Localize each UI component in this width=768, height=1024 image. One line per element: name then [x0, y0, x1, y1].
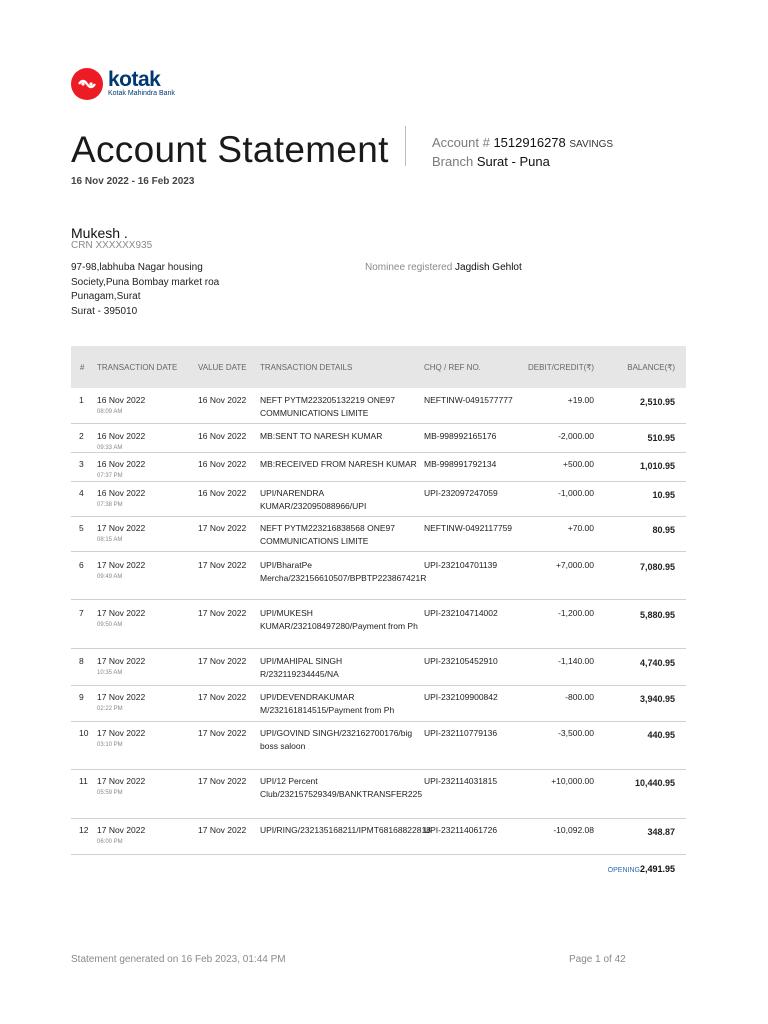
row-details: NEFT PYTM223205132219 ONE97 COMMUNICATIONS LIMITE [260, 395, 395, 418]
row-date: 16 Nov 2022 [97, 488, 146, 498]
row-ref: UPI-232097247059 [424, 488, 498, 498]
address-line: 97-98,labhuba Nagar housing [71, 262, 203, 273]
row-details: UPI/MUKESH KUMAR/232108497280/Payment from Ph [260, 608, 418, 631]
table-row [71, 649, 686, 686]
row-details: MB:RECEIVED FROM NARESH KUMAR [260, 459, 417, 469]
bank-subtitle: Kotak Mahindra Bank [108, 90, 175, 97]
nominee-info [365, 262, 522, 273]
header-index: # [80, 363, 85, 372]
row-index: 8 [79, 656, 84, 666]
row-ref: UPI-232104714002 [424, 608, 498, 618]
row-value-date: 17 Nov 2022 [198, 523, 247, 533]
row-ref: UPI-232114031815 [424, 776, 498, 786]
branch-value: Surat - Puna [476, 154, 550, 169]
row-details: UPI/12 Percent Club/232157529349/BANKTRANSFER225 [260, 776, 423, 799]
address-line: Surat - 395010 [71, 305, 138, 317]
row-balance: 3,940.95 [639, 694, 675, 704]
row-index: 10 [79, 728, 89, 738]
row-details: MB:SENT TO NARESH KUMAR [260, 431, 383, 441]
row-balance: 510.95 [647, 433, 675, 443]
row-details: UPI/DEVENDRAKUMAR M/232161814515/Payment from Ph [260, 692, 395, 715]
row-details: UPI/GOVIND SINGH/232162700176/big boss saloon [260, 728, 413, 751]
row-index: 12 [79, 825, 89, 835]
row-details: NEFT PYTM223216838568 ONE97 COMMUNICATIONS LIMITE [260, 523, 395, 546]
customer-crn: CRN XXXXXX935 [71, 240, 153, 251]
bank-name: kotak [108, 68, 161, 91]
row-date: 16 Nov 2022 [97, 395, 146, 405]
address-line: Punagam,Surat [71, 291, 141, 302]
row-date: 16 Nov 2022 [97, 459, 146, 469]
table-row [71, 722, 686, 770]
header-divider [405, 126, 406, 166]
statement-generated: Statement generated on 16 Feb 2023, 01:44 PM [71, 954, 286, 965]
row-value-date: 17 Nov 2022 [198, 608, 247, 618]
bank-logo [71, 68, 221, 102]
row-value-date: 16 Nov 2022 [198, 459, 247, 469]
row-details: UPI/NARENDRA KUMAR/232095088966/UPI [260, 488, 367, 511]
row-balance: 80.95 [652, 525, 675, 535]
row-date: 17 Nov 2022 [97, 692, 146, 702]
customer-name: Mukesh . [71, 225, 128, 241]
row-time: 09:50 AM [97, 622, 123, 628]
row-ref: UPI-232109900842 [424, 692, 498, 702]
row-time: 09:33 AM [97, 445, 123, 451]
row-ref: UPI-232104701139 [424, 560, 498, 570]
row-index: 1 [79, 395, 84, 405]
logo-mark-icon [78, 77, 96, 91]
account-number: 1512916278 [493, 135, 566, 150]
row-amount: +70.00 [567, 523, 594, 533]
row-ref: NEFTINW-0491577777 [424, 395, 513, 405]
row-amount: -1,140.00 [558, 656, 594, 666]
row-value-date: 17 Nov 2022 [198, 728, 247, 738]
row-date: 17 Nov 2022 [97, 825, 146, 835]
header-transaction-date: TRANSACTION DATE [97, 363, 178, 372]
row-ref: UPI-232110779136 [424, 728, 498, 738]
header-ref-no: CHQ / REF NO. [424, 363, 481, 372]
account-info [432, 135, 613, 150]
row-index: 7 [79, 608, 84, 618]
row-amount: +7,000.00 [555, 560, 594, 570]
row-balance: 10,440.95 [634, 778, 675, 788]
table-row [71, 770, 686, 819]
row-balance: 4,740.95 [639, 658, 675, 668]
row-balance: 348.87 [647, 827, 675, 837]
table-row [71, 517, 686, 552]
row-date: 17 Nov 2022 [97, 523, 146, 533]
row-amount: -1,200.00 [558, 608, 594, 618]
table-row [71, 453, 686, 482]
row-value-date: 17 Nov 2022 [198, 776, 247, 786]
row-index: 5 [79, 523, 84, 533]
row-date: 17 Nov 2022 [97, 728, 146, 738]
table-row [71, 388, 686, 424]
account-type: SAVINGS [569, 139, 614, 150]
row-index: 3 [79, 459, 84, 469]
row-date: 17 Nov 2022 [97, 608, 146, 618]
row-time: 03:10 PM [97, 742, 123, 748]
row-value-date: 17 Nov 2022 [198, 825, 247, 835]
row-balance: 5,880.95 [639, 610, 675, 620]
row-value-date: 17 Nov 2022 [198, 656, 247, 666]
row-time: 09:49 AM [97, 574, 123, 580]
row-value-date: 16 Nov 2022 [198, 431, 247, 441]
header-transaction-details: TRANSACTION DETAILS [260, 363, 353, 372]
row-ref: UPI-232105452910 [424, 656, 498, 666]
row-amount: -3,500.00 [558, 728, 594, 738]
address-line: Society,Puna Bombay market roa [71, 276, 220, 288]
row-balance: 440.95 [647, 730, 675, 740]
row-date: 17 Nov 2022 [97, 776, 146, 786]
row-date: 16 Nov 2022 [97, 431, 146, 441]
row-amount: +10,000.00 [551, 776, 594, 786]
row-time: 05:59 PM [97, 790, 123, 796]
row-index: 4 [79, 488, 84, 498]
row-time: 10:35 AM [97, 670, 123, 676]
page-title: Account Statement [71, 129, 389, 170]
nominee-value: Jagdish Gehlot [455, 262, 522, 273]
row-amount: -10,092.08 [553, 825, 594, 835]
row-details: UPI/MAHIPAL SINGH R/232119234445/NA [260, 656, 343, 679]
row-details: UPI/BharatPe Mercha/232156610507/BPBTP223867421R [260, 560, 427, 583]
nominee-label: Nominee registered [365, 262, 453, 273]
table-row [71, 686, 686, 722]
table-row [71, 424, 686, 453]
row-value-date: 16 Nov 2022 [198, 395, 247, 405]
row-index: 2 [79, 431, 84, 441]
branch-label: Branch [432, 154, 474, 169]
row-time: 08:15 AM [97, 537, 123, 543]
row-time: 07:37 PM [97, 473, 123, 479]
table-row [71, 600, 686, 649]
row-index: 9 [79, 692, 84, 702]
row-index: 11 [79, 776, 88, 786]
row-ref: UPI-232114061726 [424, 825, 498, 835]
table-row [71, 819, 686, 855]
row-balance: 7,080.95 [639, 562, 675, 572]
row-time: 07:38 PM [97, 502, 123, 508]
row-index: 6 [79, 560, 84, 570]
page-number: Page 1 of 42 [569, 954, 626, 965]
row-amount: -2,000.00 [558, 431, 594, 441]
kotak-logo-icon [71, 68, 103, 100]
statement-period: 16 Nov 2022 - 16 Feb 2023 [71, 176, 195, 187]
table-row [71, 482, 686, 517]
row-balance: 1,010.95 [639, 461, 675, 471]
row-amount: -1,000.00 [558, 488, 594, 498]
row-time: 06:00 PM [97, 839, 123, 845]
row-value-date: 17 Nov 2022 [198, 560, 247, 570]
row-ref: MB-998992165176 [424, 431, 497, 441]
row-amount: -800.00 [565, 692, 594, 702]
row-balance: 10.95 [652, 490, 675, 500]
table-header [71, 346, 686, 388]
row-time: 02:22 PM [97, 706, 123, 712]
row-ref: MB-998991792134 [424, 459, 497, 469]
row-date: 17 Nov 2022 [97, 560, 146, 570]
row-details: UPI/RING/232135168211/IPMT68168822818 [260, 825, 431, 835]
opening-label: OPENING [607, 867, 640, 874]
row-date: 17 Nov 2022 [97, 656, 146, 666]
header-debit-credit: DEBIT/CREDIT(₹) [528, 363, 594, 372]
row-value-date: 16 Nov 2022 [198, 488, 247, 498]
opening-balance [608, 864, 675, 874]
branch-info [432, 154, 550, 169]
row-amount: +19.00 [567, 395, 594, 405]
header-value-date: VALUE DATE [198, 363, 247, 372]
row-balance: 2,510.95 [639, 397, 675, 407]
row-ref: NEFTINW-0492117759 [424, 523, 513, 533]
customer-address [71, 261, 219, 319]
header-balance: BALANCE(₹) [627, 363, 675, 372]
row-time: 08:09 AM [97, 409, 123, 415]
opening-value: 2,491.95 [639, 864, 675, 874]
table-row [71, 552, 686, 600]
row-amount: +500.00 [563, 459, 594, 469]
account-label: Account # [432, 135, 490, 150]
row-value-date: 17 Nov 2022 [198, 692, 247, 702]
